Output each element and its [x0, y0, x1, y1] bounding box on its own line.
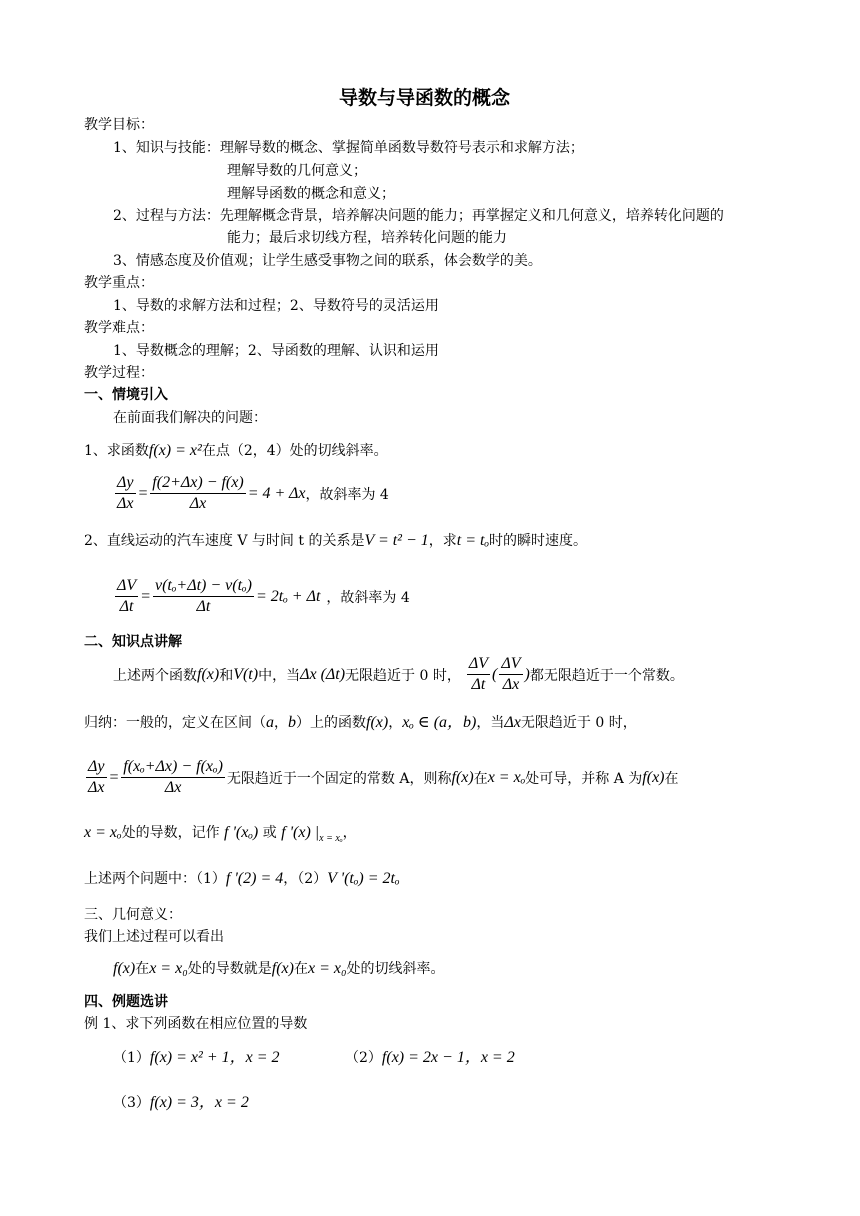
example-item-3-label: （3）: [113, 1095, 150, 1111]
objective-knowledge: 1、知识与技能：理解导数的概念、掌握简单函数导数符号表示和求解方法；: [113, 140, 584, 156]
knowledge-1-b: 和: [219, 667, 234, 684]
knowledge-5-b: ，（2）: [283, 871, 328, 887]
knowledge-1-m3: Δx (Δt): [300, 665, 346, 683]
key-points-heading: 教学重点：: [84, 275, 154, 291]
knowledge-2-f: 无限趋近于 0 时，: [520, 715, 637, 731]
formula-2-tail: ，故斜率为 4: [326, 589, 410, 606]
geometry-m3: f(x): [271, 960, 294, 977]
geometry-b: 处的导数就是: [187, 961, 272, 977]
knowledge-4-c: ，: [342, 825, 357, 841]
definition-lhs-den: Δx: [88, 779, 105, 796]
formula-1-rhs-frac: [150, 473, 245, 514]
formula-1-eq: =: [137, 484, 149, 502]
problem-2-math-2: t = tₒ: [456, 532, 490, 549]
knowledge-line-3: [84, 757, 679, 798]
key-points-line: 1、导数的求解方法和过程；2、导数符号的灵活运用: [113, 298, 439, 314]
section-3-line-1: 我们上述过程可以看出: [84, 929, 224, 945]
knowledge-4-b: 或: [262, 825, 277, 841]
problem-1-math: f(x) = x²: [148, 442, 202, 459]
formula-1-lhs-den: Δx: [117, 495, 134, 512]
knowledge-1-frac-2-den: Δx: [502, 676, 520, 693]
geometry-d: 处的切线斜率。: [346, 961, 445, 977]
knowledge-1-paren-close: ): [524, 665, 530, 683]
objective-knowledge-2: 理解导数的几何意义；: [227, 163, 367, 179]
knowledge-3-m1: f(x): [451, 768, 474, 786]
knowledge-1-frac-1: [467, 654, 490, 695]
section-3-line-2: [113, 959, 445, 979]
problem-1: [84, 441, 388, 461]
objective-process-2: 能力；最后求切线方程，培养转化问题的能力: [227, 230, 507, 246]
formula-2-eq: =: [140, 587, 151, 605]
knowledge-1-c: 中，当: [258, 667, 301, 684]
objectives-heading: 教学目标：: [84, 117, 154, 133]
definition-lhs: [86, 757, 107, 798]
knowledge-2-m5: Δx: [504, 714, 521, 731]
knowledge-2-m2: b: [288, 714, 296, 731]
knowledge-2-m4: xₒ ∈ (a，b): [402, 714, 477, 731]
knowledge-4-sub: x = xₒ: [319, 832, 343, 844]
example-item-1-label: （1）: [113, 1050, 150, 1066]
knowledge-2-b: ，: [274, 715, 288, 731]
formula-1-rhs-den: Δx: [189, 495, 207, 512]
definition-rhs-num: f(xₒ+Δx) − f(xₒ): [121, 757, 225, 778]
formula-2-rhs-den: Δt: [196, 598, 211, 615]
knowledge-1-frac-2-num: ΔV: [499, 654, 522, 675]
geometry-a: 在: [135, 961, 150, 977]
geometry-m4: x = x₀: [307, 960, 347, 977]
knowledge-1-frac-1-num: ΔV: [467, 654, 490, 675]
example-item-2-math: f(x) = 2x − 1，x = 2: [381, 1049, 515, 1066]
formula-2-rhs-frac: [153, 576, 254, 617]
knowledge-3-m2: x = xₒ: [487, 768, 526, 786]
knowledge-2-a: 归纳：一般的，定义在区间（: [84, 715, 266, 731]
definition-lhs-num: Δy: [86, 757, 107, 778]
knowledge-line-5: [84, 869, 400, 889]
problem-1-text-a: 1、求函数: [84, 443, 149, 459]
formula-1-lhs: [115, 473, 136, 514]
difficulties-line: 1、导数概念的理解；2、导函数的理解、认识和运用: [113, 343, 439, 359]
formula-2-lhs-den: Δt: [119, 598, 134, 615]
knowledge-5-m1: f '(2) = 4: [225, 870, 284, 887]
problem-2-text-c: 时的瞬时速度。: [489, 533, 588, 549]
process-heading: 教学过程：: [84, 365, 154, 381]
example-item-3: [113, 1093, 249, 1113]
example-item-2-label: （2）: [345, 1050, 382, 1066]
knowledge-2-c: ）上的函数: [296, 715, 366, 731]
formula-2-lhs-num: ΔV: [115, 576, 138, 597]
knowledge-line-4: [84, 823, 357, 849]
geometry-c: 在: [293, 961, 308, 977]
knowledge-1-e: 都无限趋近于一个常数。: [529, 667, 684, 684]
geometry-m1: f(x): [113, 960, 136, 977]
knowledge-1-m1: f(x): [197, 665, 220, 683]
knowledge-2-d: ，: [388, 715, 403, 731]
knowledge-4-m3: f '(x) |: [281, 824, 320, 841]
geometry-m2: x = x₀: [149, 960, 188, 977]
definition-eq: =: [108, 768, 120, 786]
section-1-heading: 一、情境引入: [84, 387, 168, 403]
formula-1-lhs-num: Δy: [115, 473, 136, 494]
problem-2-text-a: 2、直线运动的汽车速度 V 与时间 t 的关系是: [84, 533, 365, 549]
objective-emotion: 3、情感态度及价值观；让学生感受事物之间的联系，体会数学的美。: [113, 253, 542, 269]
knowledge-1-frac-2: [499, 654, 522, 695]
example-item-3-math: f(x) = 3，x = 2: [149, 1094, 249, 1111]
example-1-heading: 例 1、求下列函数在相应位置的导数: [84, 1016, 308, 1032]
problem-2: [84, 531, 587, 551]
section-1-intro: 在前面我们解决的问题：: [113, 410, 267, 426]
knowledge-line-2: [84, 713, 637, 733]
example-item-2: [345, 1048, 515, 1068]
objective-process: 2、过程与方法：先理解概念背景，培养解决问题的能力；再掌握定义和几何意义，培养转化问题的: [113, 208, 724, 224]
formula-2-result: = 2tₒ + Δt: [255, 587, 321, 605]
knowledge-3-m3: f(x): [642, 768, 665, 786]
knowledge-line-1: [113, 654, 684, 695]
objective-knowledge-3: 理解导函数的概念和意义；: [227, 186, 395, 202]
formula-2-rhs-num: v(tₒ+Δt) − v(tₒ): [153, 576, 254, 597]
knowledge-3-d: 在: [664, 770, 679, 787]
knowledge-3-c: 处可导，并称 A 为: [525, 770, 643, 787]
difficulties-heading: 教学难点：: [84, 320, 154, 336]
definition-rhs-den: Δx: [164, 779, 182, 796]
knowledge-4-m2: f '(xₒ): [224, 824, 259, 841]
knowledge-1-d: 无限趋近于 0 时，: [345, 667, 461, 684]
formula-1-result: = 4 + Δx: [247, 484, 306, 502]
knowledge-1-a: 上述两个函数: [113, 667, 197, 684]
section-2-heading: 二、知识点讲解: [84, 634, 182, 650]
formula-2: [113, 576, 410, 617]
knowledge-1-paren-open: (: [492, 665, 498, 683]
definition-rhs: [121, 757, 225, 798]
knowledge-5-m2: V '(tₒ) = 2tₒ: [327, 870, 400, 887]
formula-1-tail: ，故斜率为 4: [305, 486, 389, 503]
knowledge-2-e: ，当: [476, 715, 505, 731]
example-item-1: [113, 1048, 280, 1068]
section-4-heading: 四、例题选讲: [84, 994, 168, 1010]
formula-2-lhs: [115, 576, 138, 617]
knowledge-2-m3: f(x): [366, 714, 389, 731]
knowledge-5-a: 上述两个问题中：（1）: [84, 871, 226, 887]
knowledge-3-b: 在: [473, 770, 488, 787]
example-item-1-math: f(x) = x² + 1，x = 2: [149, 1049, 280, 1066]
knowledge-1-m2: V(t): [233, 665, 259, 683]
problem-1-text-b: 在点（2，4）处的切线斜率。: [201, 443, 388, 459]
knowledge-4-m1: x = xₒ: [84, 824, 122, 841]
knowledge-4-a: 处的导数，记作: [121, 825, 220, 841]
section-3-heading: 三、几何意义：: [84, 907, 182, 923]
page-title: 导数与导函数的概念: [339, 87, 511, 109]
knowledge-2-m1: a: [266, 714, 274, 731]
problem-2-math-1: V = t² − 1: [364, 532, 429, 549]
formula-1-rhs-num: f(2+Δx) − f(x): [150, 473, 245, 494]
knowledge-3-a: 无限趋近于一个固定的常数 A，则称: [226, 770, 452, 787]
formula-1: [113, 473, 389, 514]
knowledge-1-frac-1-den: Δt: [471, 676, 486, 693]
problem-2-text-b: ，求: [428, 533, 457, 549]
